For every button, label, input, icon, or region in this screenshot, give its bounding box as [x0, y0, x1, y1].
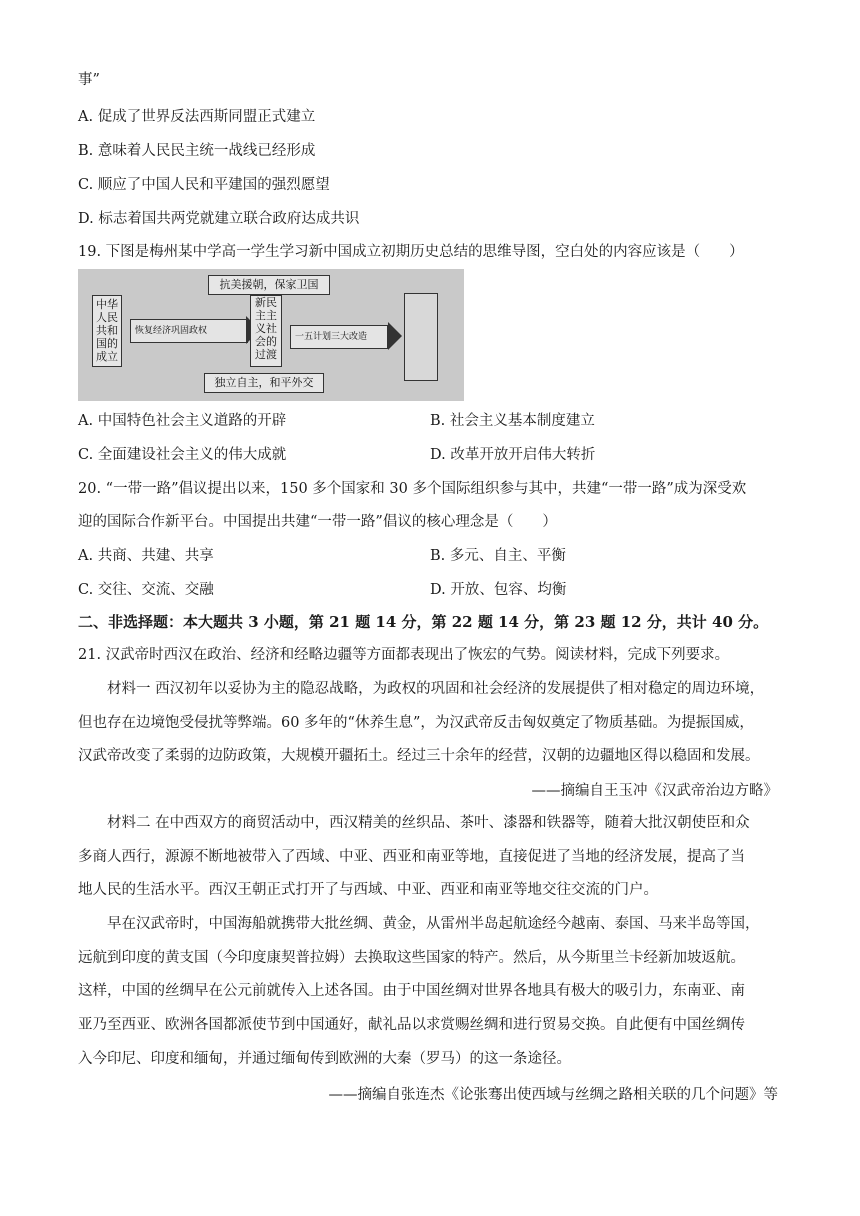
diagram-text: 一五计划三大改造 [295, 332, 368, 342]
q18-option-c: C. 顺应了中国人民和平建国的强烈愿望 [78, 177, 330, 193]
q19-option-a: A. 中国特色社会主义道路的开辟 [78, 413, 287, 429]
q20-option-b: B. 多元、自主、平衡 [430, 548, 566, 564]
q19-option-b: B. 社会主义基本制度建立 [430, 413, 595, 429]
mind-map-diagram [78, 269, 464, 401]
diagram-box-transition [250, 295, 282, 367]
q19-option-d: D. 改革开放开启伟大转折 [430, 447, 596, 463]
material-one-line: 汉武帝改变了柔弱的边防政策，大规模开疆拓土。经过三十余年的经营，汉朝的边疆地区得以稳固和发展。 [78, 748, 760, 764]
arrow-head-icon [388, 322, 402, 350]
diagram-text: 共和 [96, 324, 118, 337]
material-one-source: ——摘编自王玉冲《汉武帝治边方略》 [531, 783, 778, 799]
q18-option-b: B. 意味着人民民主统一战线已经形成 [78, 143, 316, 159]
diagram-text: 人民 [96, 311, 118, 324]
material-two-line: 多商人西行，源源不断地被带入了西域、中亚、西亚和南亚等地，直接促进了当地的经济发展，提高了当 [78, 849, 745, 865]
diagram-text: 义社 [255, 322, 277, 335]
q19-stem: 19. 下图是梅州某中学高一学生学习新中国成立初期历史总结的思维导图，空白处的内容应该是（ ） [78, 244, 744, 260]
material-one-line: 但也存在边境饱受侵扰等弊端。60 多年的“休养生息”，为汉武帝反击匈奴奠定了物质基础。为提振国威， [78, 715, 754, 731]
material-two-line: 远航到印度的黄支国（今印度康契普拉姆）去换取这些国家的特产。然后，从今斯里兰卡经新加坡返航。 [78, 950, 745, 966]
q20-stem-line2: 迎的国际合作新平台。中国提出共建“一带一路”倡议的核心理念是（ ） [78, 514, 557, 530]
q20-option-c: C. 交往、交流、交融 [78, 582, 214, 598]
q18-stem-tail: 事” [78, 72, 100, 88]
q20-option-a: A. 共商、共建、共享 [78, 548, 214, 564]
material-two-source: ——摘编自张连杰《论张骞出使西域与丝绸之路相关联的几个问题》等 [328, 1087, 778, 1103]
material-two-line: 入今印尼、印度和缅甸，并通过缅甸传到欧洲的大秦（罗马）的这一条途径。 [78, 1051, 571, 1067]
material-one-line: 材料一 西汉初年以妥协为主的隐忍战略，为政权的巩固和社会经济的发展提供了相对稳定的周边环境， [78, 681, 765, 697]
diagram-box-diplomacy: 独立自主，和平外交 [204, 373, 324, 393]
material-two-line: 地人民的生活水平。西汉王朝正式打开了与西域、中亚、西亚和南亚等地交往交流的门户。 [78, 882, 658, 898]
q19-option-c: C. 全面建设社会主义的伟大成就 [78, 447, 287, 463]
diagram-text: 国的 [96, 337, 118, 350]
diagram-text: 新民 [255, 296, 277, 309]
diagram-text: 成立 [96, 350, 118, 363]
diagram-text: 中华 [96, 298, 118, 311]
q18-option-a: A. 促成了世界反法西斯同盟正式建立 [78, 109, 316, 125]
diagram-arrow-recovery [130, 319, 248, 343]
q20-stem-line1: 20. “一带一路”倡议提出以来，150 多个国家和 30 多个国际组织参与其中，共建“一带一路”成为深受欢 [78, 481, 747, 497]
q20-option-d: D. 开放、包容、均衡 [430, 582, 567, 598]
q18-option-d: D. 标志着国共两党就建立联合政府达成共识 [78, 211, 360, 227]
section-two-heading: 二、非选择题：本大题共 3 小题，第 21 题 14 分，第 22 题 14 分，第 23 题 12 分，共计 40 分。 [78, 613, 769, 631]
diagram-box-korea: 抗美援朝，保家卫国 [208, 275, 330, 295]
diagram-text: 过渡 [255, 348, 277, 361]
q21-stem: 21. 汉武帝时西汉在政治、经济和经略边疆等方面都表现出了恢宏的气势。阅读材料，完成下列要求。 [78, 647, 730, 663]
material-two-line: 材料二 在中西双方的商贸活动中，西汉精美的丝织品、茶叶、漆器和铁器等，随着大批汉朝使臣和众 [78, 815, 750, 831]
diagram-text: 恢复经济巩固政权 [135, 326, 208, 336]
diagram-blank-box [404, 293, 438, 381]
diagram-text: 主主 [255, 309, 277, 322]
material-two-line: 这样，中国的丝绸早在公元前就传入上述各国。由于中国丝绸对世界各地具有极大的吸引力，东南亚、南 [78, 983, 745, 999]
diagram-text: 会的 [255, 335, 277, 348]
material-two-line: 亚乃至西亚、欧洲各国都派使节到中国通好，献礼品以求赏赐丝绸和进行贸易交换。自此便有中国丝绸传 [78, 1017, 745, 1033]
diagram-arrow-five-year [290, 325, 388, 349]
material-two-line: 早在汉武帝时，中国海船就携带大批丝绸、黄金，从雷州半岛起航途经今越南、泰国、马来半岛等国， [78, 916, 760, 932]
diagram-box-founding [92, 295, 122, 367]
